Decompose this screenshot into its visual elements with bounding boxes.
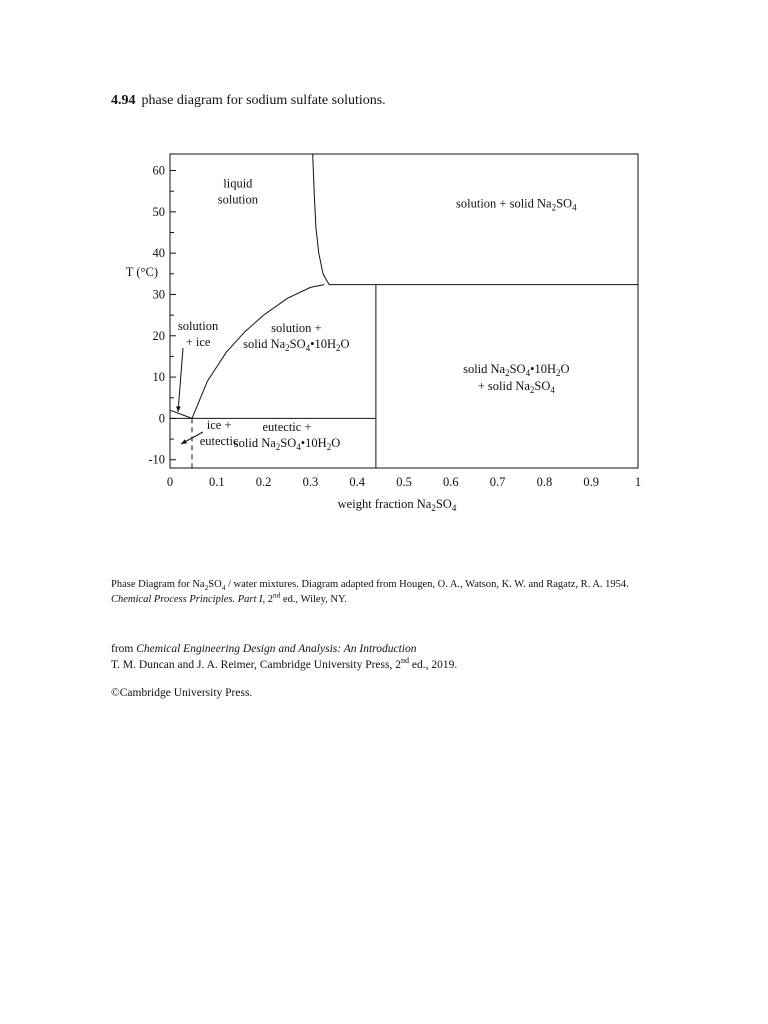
- x-tick-label: 0.3: [302, 475, 319, 489]
- svg-text:solution + solid Na2SO4: solution + solid $Na_2SO_4$: [456, 196, 577, 213]
- x-axis-label: weight fraction $Na_2SO_4$: [337, 497, 457, 513]
- y-tick-label: 20: [152, 328, 165, 343]
- problem-number: 4.94: [111, 93, 136, 108]
- svg-text:+ ice: + ice: [185, 334, 211, 349]
- source-book-title: Chemical Engineering Design and Analysis: An Introduction: [136, 643, 417, 655]
- x-tick-label: 1: [634, 475, 642, 489]
- region-label-5: [463, 362, 569, 395]
- region-label-3: [178, 319, 219, 349]
- y-tick-label: 30: [152, 287, 165, 302]
- svg-text:eutectic: eutectic: [199, 434, 239, 449]
- x-tick-label: 0.4: [349, 475, 366, 489]
- svg-text:eutectic +: eutectic +: [262, 420, 312, 435]
- y-tick-label: 60: [152, 163, 165, 178]
- y-axis-label: T (°C): [125, 265, 158, 279]
- solution-ice-arrow-head: [176, 406, 181, 412]
- phase-boundary-2: [192, 285, 324, 419]
- x-tick-label: 0.5: [396, 475, 412, 489]
- svg-text:ice +: ice +: [206, 418, 232, 433]
- y-tick-label: 40: [152, 246, 165, 261]
- x-tick-label: 0.8: [536, 475, 553, 489]
- x-tick-label: 0.2: [255, 475, 272, 489]
- x-tick-label: 0.1: [208, 475, 225, 489]
- x-tick-label: 0.7: [489, 475, 506, 489]
- phase-boundary-1: [170, 410, 192, 418]
- solution-ice-arrow: [178, 348, 183, 412]
- svg-text:solution: solution: [177, 318, 219, 333]
- x-tick-label: 0.9: [583, 475, 600, 489]
- region-label-1: [218, 176, 259, 206]
- figure-caption: Phase Diagram for $Na_2SO_4$ / water mixtures. Diagram adapted from Hougen, O. A., Watson, K. W. and Ragatz, R. A. 1954. Chemical Process Principles. Part I, 2nd ed., Wiley, NY.: [111, 579, 629, 605]
- source-note: from Chemical Engineering Design and Analysis: An Introduction T. M. Duncan and J. A. Reimer, Cambridge University Press, 2nd ed., 2019.: [111, 643, 458, 671]
- region-label-7: [234, 420, 340, 452]
- y-tick-label: 50: [152, 204, 165, 219]
- svg-text:+ solid Na2SO4: + solid $Na_2SO_4$: [477, 379, 555, 396]
- phase-boundary-3: [313, 154, 329, 285]
- svg-text:solution +: solution +: [271, 320, 322, 335]
- svg-text:liquid: liquid: [223, 176, 253, 191]
- problem-title: phase diagram for sodium sulfate solutions.: [141, 93, 386, 108]
- y-tick-label: 0: [158, 411, 165, 426]
- svg-text:solid Na2SO4•10H2O: solid $Na_2SO_4•10H_2O$: [243, 336, 350, 353]
- caption-book-title: Chemical Process Principles. Part I,: [111, 594, 266, 605]
- y-tick-label: 10: [152, 370, 165, 385]
- svg-text:solution: solution: [217, 192, 259, 207]
- x-tick-label: 0: [166, 475, 174, 489]
- y-tick-label: -10: [148, 452, 165, 467]
- svg-text:solid Na2SO4•10H2O: solid $Na_2SO_4•10H_2O$: [463, 362, 570, 379]
- svg-text:solid Na2SO4•10H2O: solid $Na_2SO_4•10H_2O$: [233, 436, 341, 453]
- region-label-4: [243, 321, 349, 353]
- x-tick-label: 0.6: [442, 475, 459, 489]
- copyright-note: ©Cambridge University Press.: [111, 687, 253, 699]
- region-label-2: [456, 197, 577, 213]
